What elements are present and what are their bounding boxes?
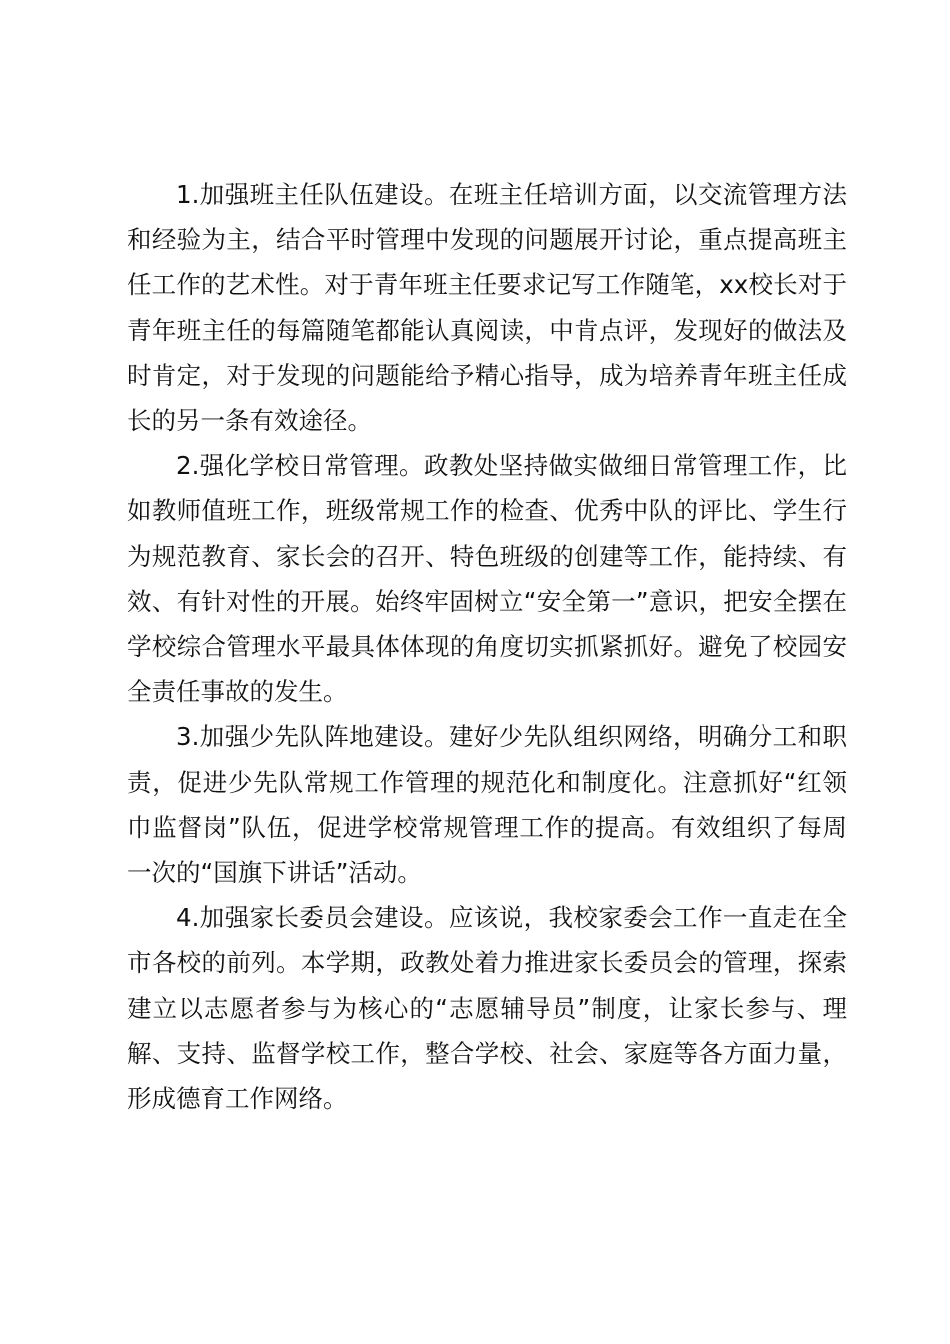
paragraph-young-pioneers: 3.加强少先队阵地建设。建好少先队组织网络，明确分工和职责，促进少先队常规工作管理的规范化和制度化。注意抓好“红领巾监督岗”队伍，促进学校常规管理工作的提高。有效组织了每周一次的“国旗下讲话”活动。 — [127, 722, 847, 888]
paragraph-parent-committee: 4.加强家长委员会建设。应该说，我校家委会工作一直走在全市各校的前列。本学期，政教处着力推进家长委员会的管理，探索建立以志愿者参与为核心的“志愿辅导员”制度，让家长参与、理解、支持、监督学校工作，整合学校、社会、家庭等各方面力量，形成德育工作网络。 — [127, 903, 847, 1114]
paragraph-class-teacher-team: 1.加强班主任队伍建设。在班主任培训方面，以交流管理方法和经验为主，结合平时管理中发现的问题展开讨论，重点提高班主任工作的艺术性。对于青年班主任要求记写工作随笔，xx校长对于青年班主任的每篇随笔都能认真阅读，中肯点评，发现好的做法及时肯定，对于发现的问题能给予精心指导，成为培养青年班主任成长的另一条有效途径。 — [127, 180, 847, 436]
document-body — [127, 172, 847, 1121]
paragraph-daily-management: 2.强化学校日常管理。政教处坚持做实做细日常管理工作，比如教师值班工作，班级常规工作的检查、优秀中队的评比、学生行为规范教育、家长会的召开、特色班级的创建等工作，能持续、有效、有针对性的开展。始终牢固树立“安全第一”意识，把安全摆在学校综合管理水平最具体体现的角度切实抓紧抓好。避免了校园安全责任事故的发生。 — [127, 451, 847, 707]
